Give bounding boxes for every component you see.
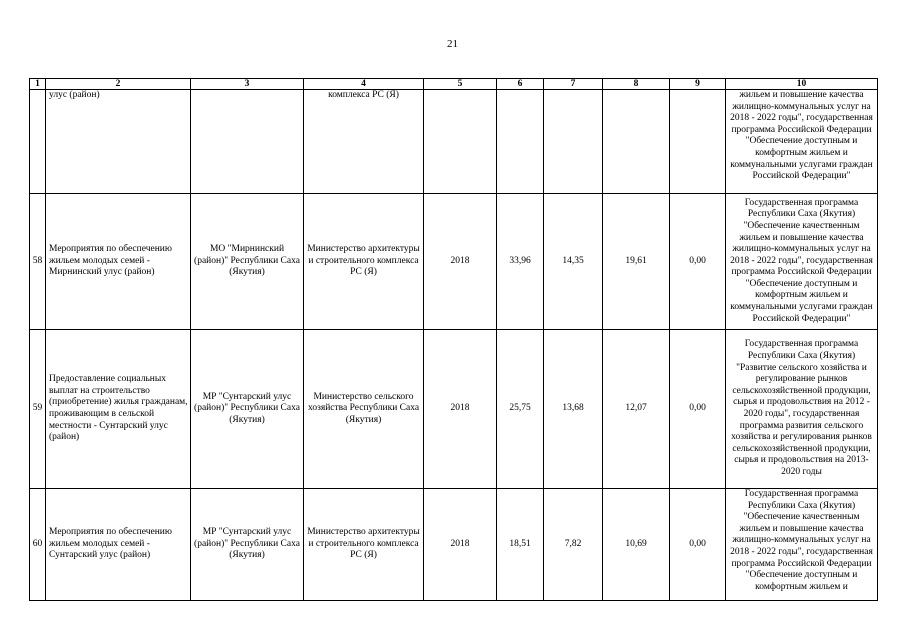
amount-col9	[670, 90, 726, 194]
ministry: Министерство сельского хозяйства Республики Саха (Якутия)	[304, 330, 424, 489]
amount-col8: 10,69	[603, 489, 670, 601]
program-text: Государственная программа Республики Саха (Якутия) "Обеспечение качественным жильем и повышение качества жилищно-коммунальных услуг на 2018 - 2022 годы", государственная программа Российской Федерации "Обеспечение доступным и комфортным жильем и коммунальными услугами граждан Российской Федерации"	[726, 194, 878, 330]
amount-col7	[544, 90, 603, 194]
recipient: МР "Сунтарский улус (район)" Республики Саха (Якутия)	[191, 489, 304, 601]
recipient	[191, 90, 304, 194]
measure-name: Мероприятия по обеспечению жильем молодых семей - Сунтарский улус (район)	[46, 489, 191, 601]
col-header-1: 1	[30, 79, 46, 90]
measure-name: Мероприятия по обеспечению жильем молодых семей - Мирнинский улус (район)	[46, 194, 191, 330]
row-number: 60	[30, 489, 46, 601]
amount-col7: 7,82	[544, 489, 603, 601]
table-row	[30, 194, 878, 330]
year: 2018	[424, 330, 497, 489]
year: 2018	[424, 194, 497, 330]
row-number: 58	[30, 194, 46, 330]
ministry: комплекса РС (Я)	[304, 90, 424, 194]
amount-col7: 13,68	[544, 330, 603, 489]
table-row	[30, 489, 878, 601]
program-text: Государственная программа Республики Саха (Якутия) "Развитие сельского хозяйства и регулирование рынков сельскохозяйственной продукции, сырья и продовольствия на 2012 - 2020 годы", государственная программа развития сельского хозяйства и регулирования рынков сельскохозяйственной продукции, сырья и продовольствия на 2013-2020 годы	[726, 330, 878, 489]
amount-col8	[603, 90, 670, 194]
measure-name: улус (район)	[46, 90, 191, 194]
col-header-4: 4	[304, 79, 424, 90]
amount-col7: 14,35	[544, 194, 603, 330]
recipient: МО "Мирнинский (район)" Республики Саха (Якутия)	[191, 194, 304, 330]
col-header-3: 3	[191, 79, 304, 90]
col-header-7: 7	[544, 79, 603, 90]
ministry: Министерство архитектуры и строительного комплекса РС (Я)	[304, 194, 424, 330]
page-number: 21	[447, 38, 458, 50]
row-number: 59	[30, 330, 46, 489]
amount-col9: 0,00	[670, 489, 726, 601]
col-header-10: 10	[726, 79, 878, 90]
header-row	[30, 79, 878, 90]
measure-name: Предоставление социальных выплат на строительство (приобретение) жилья гражданам, проживающим в сельской местности - Сунтарский улус (район)	[46, 330, 191, 489]
amount-col9: 0,00	[670, 330, 726, 489]
total-amount: 33,96	[497, 194, 544, 330]
ministry: Министерство архитектуры и строительного комплекса РС (Я)	[304, 489, 424, 601]
row-number	[30, 90, 46, 194]
col-header-6: 6	[497, 79, 544, 90]
program-text: жильем и повышение качества жилищно-коммунальных услуг на 2018 - 2022 годы", государственная программа Российской Федерации "Обеспечение доступным и комфортным жильем и коммунальными услугами граждан Российской Федерации"	[726, 90, 878, 194]
total-amount	[497, 90, 544, 194]
program-table	[29, 78, 878, 601]
program-text: Государственная программа Республики Саха (Якутия) "Обеспечение качественным жильем и повышение качества жилищно-коммунальных услуг на 2018 - 2022 годы", государственная программа Российской Федерации "Обеспечение доступным и комфортным жильем и	[726, 489, 878, 601]
col-header-5: 5	[424, 79, 497, 90]
amount-col8: 12,07	[603, 330, 670, 489]
year	[424, 90, 497, 194]
table-row	[30, 90, 878, 194]
recipient: МР "Сунтарский улус (район)" Республики Саха (Якутия)	[191, 330, 304, 489]
total-amount: 18,51	[497, 489, 544, 601]
amount-col8: 19,61	[603, 194, 670, 330]
col-header-9: 9	[670, 79, 726, 90]
total-amount: 25,75	[497, 330, 544, 489]
table-row	[30, 330, 878, 489]
col-header-8: 8	[603, 79, 670, 90]
amount-col9: 0,00	[670, 194, 726, 330]
year: 2018	[424, 489, 497, 601]
col-header-2: 2	[46, 79, 191, 90]
